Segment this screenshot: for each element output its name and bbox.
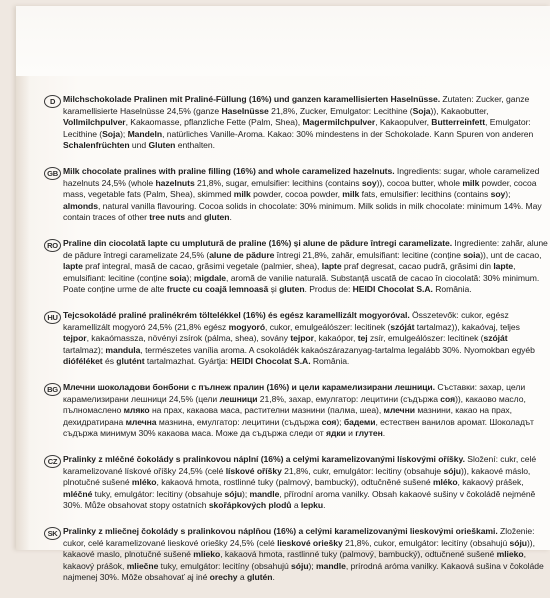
ingredient-segment: România.: [432, 284, 472, 295]
allergen-highlight: szóját: [483, 333, 508, 344]
ingredient-segment: );: [186, 272, 194, 283]
allergen-highlight: soia: [169, 272, 187, 283]
allergen-highlight: mandula: [105, 344, 141, 355]
allergen-highlight: sóju: [443, 465, 461, 476]
allergen-highlight: milk: [462, 177, 480, 188]
ingredient-segment: , kakaómassza, növényi zsírok (pálma, shea), sovány: [86, 333, 291, 344]
allergen-highlight: skořápkových plodů: [208, 500, 292, 511]
ingredient-segment: Zutaten: Zucker, ganze karamellisierte Haselnüsse 24,5% (ganze: [63, 94, 530, 116]
ingredient-segment: , Emulgator: Lecithine (: [63, 117, 531, 139]
allergen-highlight: hazelnuts: [155, 177, 195, 188]
allergen-highlight: milk: [233, 189, 251, 200]
ingredient-entry-sk: [44, 526, 548, 592]
ingredient-segment: și: [268, 284, 280, 295]
ingredient-segment: fats, emulsifier: lecithins (contains: [359, 189, 491, 200]
allergen-highlight: бадеми: [343, 416, 376, 427]
allergen-highlight: lískové oříšky: [225, 465, 282, 476]
allergen-highlight: lepku: [300, 500, 324, 511]
allergen-highlight: Soja: [412, 105, 431, 116]
ingredient-segment: .: [323, 500, 326, 511]
product-description: Млечни шоколадови бонбони с пълнеж пралин (16%) и цели карамелизирани лешници.: [63, 382, 436, 392]
country-code-badge: HU: [44, 311, 61, 324]
ingredient-entry-d: [44, 94, 548, 160]
allergen-highlight: mléko: [432, 477, 458, 488]
allergen-highlight: Soja: [102, 128, 121, 139]
allergen-highlight: dióféléket: [63, 356, 103, 367]
ingredient-segment: .: [272, 572, 275, 583]
allergen-highlight: alune de pădure: [209, 249, 275, 260]
product-description: Pralinky z mliečnej čokolády s pralinkovou náplňou (16%) a celými karamelizovanými lieskovými orieškami.: [63, 526, 498, 536]
allergen-highlight: lapte: [63, 261, 83, 272]
ingredient-segment: мазнина, емулгатор: лецитини (съдържа: [156, 416, 322, 427]
ingredient-segment: zsír, emulgeálószer: lecitinek (: [367, 333, 484, 344]
allergen-highlight: soy: [361, 177, 377, 188]
ingredient-entry-bg: [44, 382, 548, 448]
country-code-badge: GB: [44, 167, 61, 180]
allergen-highlight: Butterreinfett: [431, 117, 486, 128]
allergen-highlight: HEIDI Chocolat S.A.: [230, 356, 311, 367]
ingredient-segment: , aromă de vanilie naturală. Substanță uscată de cacao în ciocolată: 30% minimum. Poate conține urme de alte: [63, 272, 540, 295]
allergen-highlight: tejpor: [290, 333, 314, 344]
ingredient-segment: , kakaová hmota, rastlinné tuky (palmový, bambucký), odtučnené sušené: [220, 549, 497, 560]
ingredient-entry-gb: [44, 166, 548, 232]
ingredient-segment: enthalten.: [175, 140, 215, 151]
allergen-highlight: mléko: [131, 477, 157, 488]
allergen-highlight: almonds: [63, 200, 98, 211]
ingredient-text: [63, 454, 548, 512]
product-description: Pralinky z mléčné čokolády s pralinkovou náplní (16%) a celými karamelizovanými lískovými oříšky.: [63, 454, 465, 464]
allergen-highlight: HEIDI Chocolat S.A.: [352, 284, 433, 295]
ingredient-segment: , natürliches Vanille-Aroma. Kakao: 30% mindestens in der Schokolade. Kann Spuren von anderen: [162, 128, 534, 139]
ingredient-segment: , prírodná aróma vanilky. Kakaová sušina v čokoláde najmenej 30%. Môže obsahovať aj iné: [63, 560, 544, 583]
allergen-highlight: mléčné: [63, 488, 93, 499]
ingredient-entry-ro: [44, 238, 548, 304]
allergen-highlight: fructe cu coajă lemnoasă: [166, 284, 269, 295]
ingredient-segment: );: [120, 128, 128, 139]
allergen-highlight: milk: [342, 189, 360, 200]
ingredient-segment: .: [229, 212, 232, 223]
ingredient-segment: 21,8%, захар, емулгатор: лецитини (съдържа: [257, 393, 441, 404]
product-description: Milchschokolade Pralinen mit Praliné-Füllung (16%) und ganzen karamellisierten Haselnüsse.: [63, 94, 441, 104]
country-code-badge: SK: [44, 527, 61, 540]
allergen-highlight: Schalenfrüchten: [63, 140, 130, 151]
ingredient-segment: .: [382, 428, 386, 439]
country-code-badge: RO: [44, 239, 61, 252]
ingredient-segment: . Produs de:: [304, 284, 353, 295]
ingredient-segment: , естествен ванилов аромат. Шоколадът съдържа минимум 30% какаова маса. Може да съдържа следи от: [63, 416, 534, 439]
ingredient-entry-hu: [44, 310, 548, 376]
ingredient-segment: Összetevők: cukor, egész karamellizált mogyoró 24,5% (21,8% egész: [63, 310, 509, 332]
allergen-highlight: lapte: [321, 261, 342, 272]
ingredient-segment: 21,8%, cukr, emulgátor: lecitiny (obsahuje: [281, 465, 444, 476]
country-code-badge: CZ: [44, 455, 61, 468]
allergen-highlight: соя: [321, 416, 337, 427]
ingredient-segment: , természetes vanília aroma. A csokoládék kakaószárazanyag-tartalma legalább 30%. Nyomokban egyéb: [140, 344, 535, 355]
ingredient-segment: )), Kakaobutter,: [430, 105, 489, 116]
ingredient-segment: praf degresat, cacao pudră, grăsimi din: [341, 261, 494, 272]
allergen-highlight: glutént: [116, 356, 145, 367]
ingredient-segment: a: [237, 572, 247, 583]
ingredient-text: [63, 382, 548, 440]
ingredient-sections: [44, 94, 548, 598]
allergen-highlight: Vollmilchpulver: [63, 117, 126, 128]
allergen-highlight: gluten: [203, 212, 230, 223]
ingredient-segment: мазнини, какао на прах, дехидратирана: [63, 405, 513, 427]
ingredient-segment: tuky, emulgátor: lecitiny (obsahuje: [92, 488, 225, 499]
allergen-highlight: млечна: [125, 416, 157, 427]
ingredient-segment: Ingrediente: zahăr, alune de pădure întregi caramelizate 24,5% (: [63, 238, 548, 260]
allergen-highlight: mlieko: [496, 549, 524, 560]
ingredient-segment: , Kakaomasse, pflanzliche Fette (Palm, Shea),: [125, 117, 303, 128]
allergen-highlight: lieskové oriešky: [277, 537, 343, 548]
ingredient-segment: und: [129, 140, 149, 151]
ingredient-text: [63, 526, 548, 584]
allergen-highlight: мляко: [123, 405, 150, 416]
ingredient-segment: tartalmaz);: [63, 344, 106, 355]
ingredient-segment: întregi 21,8%, zahăr, emulsifiant: lecitine (conține: [274, 249, 464, 260]
allergen-highlight: соя: [440, 393, 456, 404]
allergen-highlight: glutén: [246, 572, 273, 583]
allergen-highlight: Mandeln: [127, 128, 163, 139]
ingredient-segment: and: [185, 212, 204, 223]
ingredient-segment: , cukor, emulgeálószer: lecitinek (: [265, 321, 391, 332]
ingredient-segment: Ingredients: sugar, whole caramelized hazelnuts 24,5% (whole: [63, 166, 540, 188]
ingredient-segment: , přírodní aroma vanilky. Obsah kakaové sušiny v čokoládě nejméně 30%. Může obsahovat stopy ostatních: [63, 488, 536, 511]
ingredient-text: [63, 166, 548, 224]
ingredient-text: [63, 310, 548, 368]
allergen-highlight: szóját: [390, 321, 415, 332]
ingredient-segment: );: [242, 488, 250, 499]
ingredient-segment: tartalmaz)), kakaóvaj, teljes: [414, 321, 520, 332]
ingredient-segment: , kakaový prášek,: [457, 477, 524, 488]
allergen-highlight: mandle: [316, 560, 346, 571]
allergen-highlight: ядки: [325, 428, 346, 439]
allergen-highlight: mliečne: [126, 560, 159, 571]
allergen-highlight: lapte: [493, 261, 514, 272]
ingredient-segment: )), kakaové máslo, plnotučné sušené: [63, 465, 531, 488]
allergen-highlight: глутен: [355, 428, 383, 439]
ingredient-segment: România.: [310, 356, 350, 367]
allergen-highlight: orechy: [209, 572, 238, 583]
ingredient-segment: на прах, какаова маса, растителни мазнини (палма, шеа),: [149, 405, 384, 416]
ingredient-text: [63, 94, 548, 152]
ingredient-segment: );: [336, 416, 344, 427]
allergen-highlight: mlieko: [193, 549, 221, 560]
ingredient-segment: , natural vanilla flavouring. Cocoa solids in chocolate: 30% minimum. Milk solids in milk chocolate: minimum 14%. May contain traces of other: [63, 200, 542, 223]
product-description: Praline din ciocolată lapte cu umplutură de praline (16%) și alune de pădure întregi caramelizate.: [63, 238, 453, 248]
ingredient-text: [63, 238, 548, 296]
allergen-highlight: sóju: [224, 488, 243, 499]
product-description: Tejcsokoládé praliné pralinékrém töltelékkel (16%) és egész karamellizált mogyoróval.: [63, 310, 410, 320]
ingredient-segment: a: [291, 500, 301, 511]
allergen-highlight: soy: [490, 189, 506, 200]
ingredient-segment: )), unt de cacao,: [480, 249, 542, 260]
ingredient-segment: tartalmazhat. Gyártja:: [144, 356, 231, 367]
allergen-highlight: tree nuts: [149, 212, 186, 223]
ingredient-segment: )), cocoa butter, whole: [376, 177, 463, 188]
ingredient-segment: Složení: cukr, celé karamelizované lískové oříšky 24,5% (celé: [63, 454, 537, 476]
allergen-highlight: sóju: [509, 537, 527, 548]
ingredient-segment: );: [505, 189, 511, 200]
allergen-highlight: лешници: [219, 393, 258, 404]
ingredient-segment: , kakaový prášok,: [63, 549, 526, 571]
ingredient-segment: powder, cocoa mass, vegetable fats (Palm, Shea), skimmed: [63, 177, 537, 200]
allergen-highlight: Haselnüsse: [221, 105, 269, 116]
ingredient-segment: , emulsifiant: lecitine (conține: [63, 261, 516, 283]
ingredient-segment: Съставки: захар, цели карамелизирани лешници 24,5% (цели: [63, 382, 526, 404]
ingredient-segment: и: [345, 428, 356, 439]
country-code-badge: D: [44, 95, 61, 108]
allergen-highlight: mogyoró: [228, 321, 266, 332]
allergen-highlight: Magermilchpulver: [302, 117, 376, 128]
ingredient-segment: praf integral, masă de cacao, grăsimi vegetale (palmier, shea),: [82, 261, 322, 272]
product-description: Milk chocolate pralines with praline filling (16%) and whole caramelized hazelnuts.: [63, 166, 395, 176]
allergen-highlight: tej: [357, 333, 368, 344]
product-label: [16, 6, 550, 583]
ingredient-segment: és: [102, 356, 117, 367]
ingredient-segment: );: [308, 560, 317, 571]
allergen-highlight: Gluten: [148, 140, 176, 151]
ingredient-segment: 21,8%, sugar, emulsifier: lecithins (contains: [194, 177, 362, 188]
allergen-highlight: млечни: [383, 405, 415, 416]
ingredient-segment: , Kakaopulver,: [375, 117, 432, 128]
country-code-badge: BG: [44, 383, 61, 396]
allergen-highlight: soia: [463, 249, 481, 260]
ingredient-entry-cz: [44, 454, 548, 520]
allergen-highlight: tejpor: [63, 333, 87, 344]
ingredient-segment: 21,8%, Zucker, Emulgator: Lecithine (: [268, 105, 413, 116]
ingredient-segment: )), какаово масло, пълномаслено: [63, 393, 526, 416]
ingredient-segment: tuky, emulgátor: lecitíny (obsahujú: [158, 560, 292, 571]
ingredient-segment: powder, cocoa powder,: [250, 189, 343, 200]
allergen-highlight: migdale: [193, 272, 227, 283]
ingredient-segment: Zloženie: cukor, celé karamelizované lieskové oriešky 24,5% (celé: [63, 526, 535, 548]
ingredient-segment: 21,8%, cukor, emulgátor: lecitíny (obsahujú: [342, 537, 510, 548]
allergen-highlight: sóju: [291, 560, 309, 571]
ingredient-segment: , kakaová hmota, rostlinné tuky (palmový, bambucký), odtučněné sušené: [156, 477, 433, 488]
label-top-blank-area: [16, 6, 550, 76]
allergen-highlight: gluten: [279, 284, 305, 295]
ingredient-segment: , kakaópor,: [313, 333, 358, 344]
allergen-highlight: mandle: [249, 488, 280, 499]
ingredient-segment: )), kakaové maslo, plnotučné sušené: [63, 537, 535, 560]
